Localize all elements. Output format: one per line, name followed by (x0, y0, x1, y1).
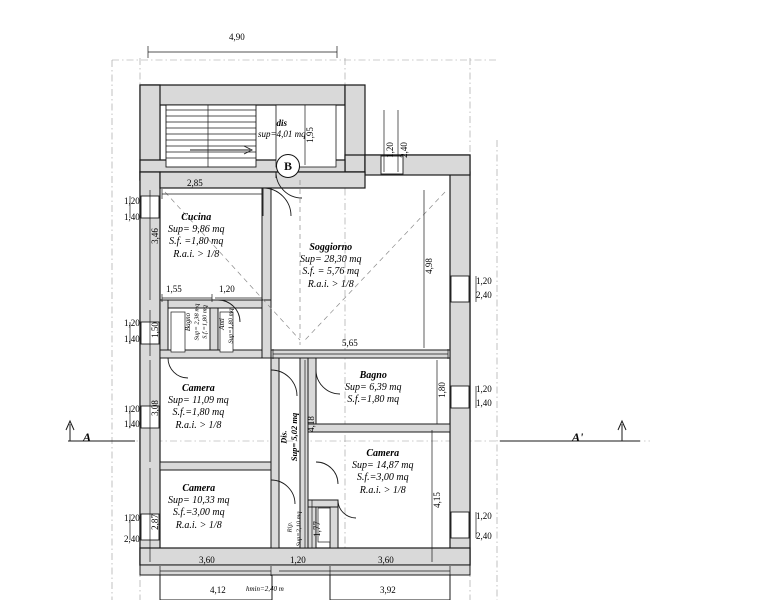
room-label-bagno-1: Bagno Sup= 6,39 mq S.f.=1,80 mq (345, 370, 402, 406)
dim-v-120-f: 1,20 (476, 511, 492, 521)
label-dis-sup: Sup= 5,02 mq (289, 412, 299, 462)
room-label-camera-3: Camera Sup= 10,33 mq S.f.=3,00 mq R.a.i. > 1/8 (168, 483, 230, 531)
dim-bottom-120: 1,20 (290, 555, 306, 565)
dim-cucina-120: 1,20 (219, 284, 235, 294)
room-label-camera-1: Camera Sup= 11,09 mq S.f.=1,80 mq R.a.i. > 1/8 (168, 383, 229, 431)
dim-v-287: 2,87 (150, 514, 160, 530)
dim-v-240-r: 2,40 (476, 290, 492, 300)
label-anti-name: Anti (218, 318, 226, 330)
dim-v-240-stair: 2,40 (399, 142, 409, 158)
dim-v-120-stair: 1,20 (385, 142, 395, 158)
dim-v-150: 1,50 (150, 322, 160, 338)
dim-bottom-360-right: 3,60 (378, 555, 394, 565)
dim-v-346: 3,46 (150, 228, 160, 244)
dim-v-120-r: 1,20 (476, 276, 492, 286)
label-rip-sup: Sup=2,10 mq (295, 511, 303, 547)
dim-top-490: 4,90 (229, 32, 245, 42)
label-dis-name: Dis. (279, 430, 289, 444)
dim-v-180: 1,80 (437, 382, 447, 398)
dim-v-498: 4,98 (424, 258, 434, 274)
dim-v-240-f: 2,40 (476, 531, 492, 541)
dim-v-177: 1,77 (312, 521, 322, 537)
label-anti-sup: Sup=1,80 mq (227, 308, 235, 344)
label-hmin-note: hmin=2,40 m (246, 585, 284, 593)
dim-v-120-a: 1,20 (124, 196, 140, 206)
dim-v-120-c: 1,20 (476, 384, 492, 394)
section-label-a-prime: A' (572, 430, 584, 444)
dim-bottom2-392: 3,92 (380, 585, 396, 595)
dim-v-418: 4,18 (306, 416, 316, 432)
room-label-soggiorno: Soggiorno Sup= 28,30 mq S.f. = 5,76 mq R.a.i. > 1/8 (300, 242, 362, 290)
dim-v-120-d: 1,20 (124, 404, 140, 414)
dim-cucina-155: 1,55 (166, 284, 182, 294)
dim-soggiorno-565: 5,65 (342, 338, 358, 348)
dim-cucina-285: 2,85 (187, 178, 203, 188)
dim-v-120-e: 1,20 (124, 513, 140, 523)
dim-v-140-a: 1,40 (124, 212, 140, 222)
dim-v-195: 1,95 (305, 127, 315, 143)
label-bagno-2-sup: Sup= 2,38 mq (193, 303, 201, 341)
level-bubble-b: B (276, 154, 300, 178)
section-label-a: A (83, 430, 92, 444)
label-rip-name: Rip. (286, 521, 294, 533)
lower-partial-rooms (140, 565, 470, 600)
dim-v-140-b: 1,40 (124, 334, 140, 344)
dim-bottom-360-left: 3,60 (199, 555, 215, 565)
room-label-dis-ingresso: dis sup=4,01 mq (258, 118, 306, 139)
dim-v-140-c: 1,40 (476, 398, 492, 408)
label-bagno-2-name: Bagno (184, 312, 192, 332)
dim-v-120-b: 1,20 (124, 318, 140, 328)
room-label-cucina: Cucina Sup= 9,86 mq S.f. =1,80 mq R.a.i. > 1/8 (168, 212, 225, 260)
label-bagno-2-sf: S.f.=1,80 mq (201, 305, 209, 339)
dim-bottom2-412: 4,12 (210, 585, 226, 595)
dim-v-415: 4,15 (432, 492, 442, 508)
dim-v-240-e: 2,40 (124, 534, 140, 544)
dim-v-140-d: 1,40 (124, 419, 140, 429)
dim-v-308: 3,08 (150, 400, 160, 416)
room-label-camera-2: Camera Sup= 14,87 mq S.f.=3,00 mq R.a.i. > 1/8 (352, 448, 414, 496)
